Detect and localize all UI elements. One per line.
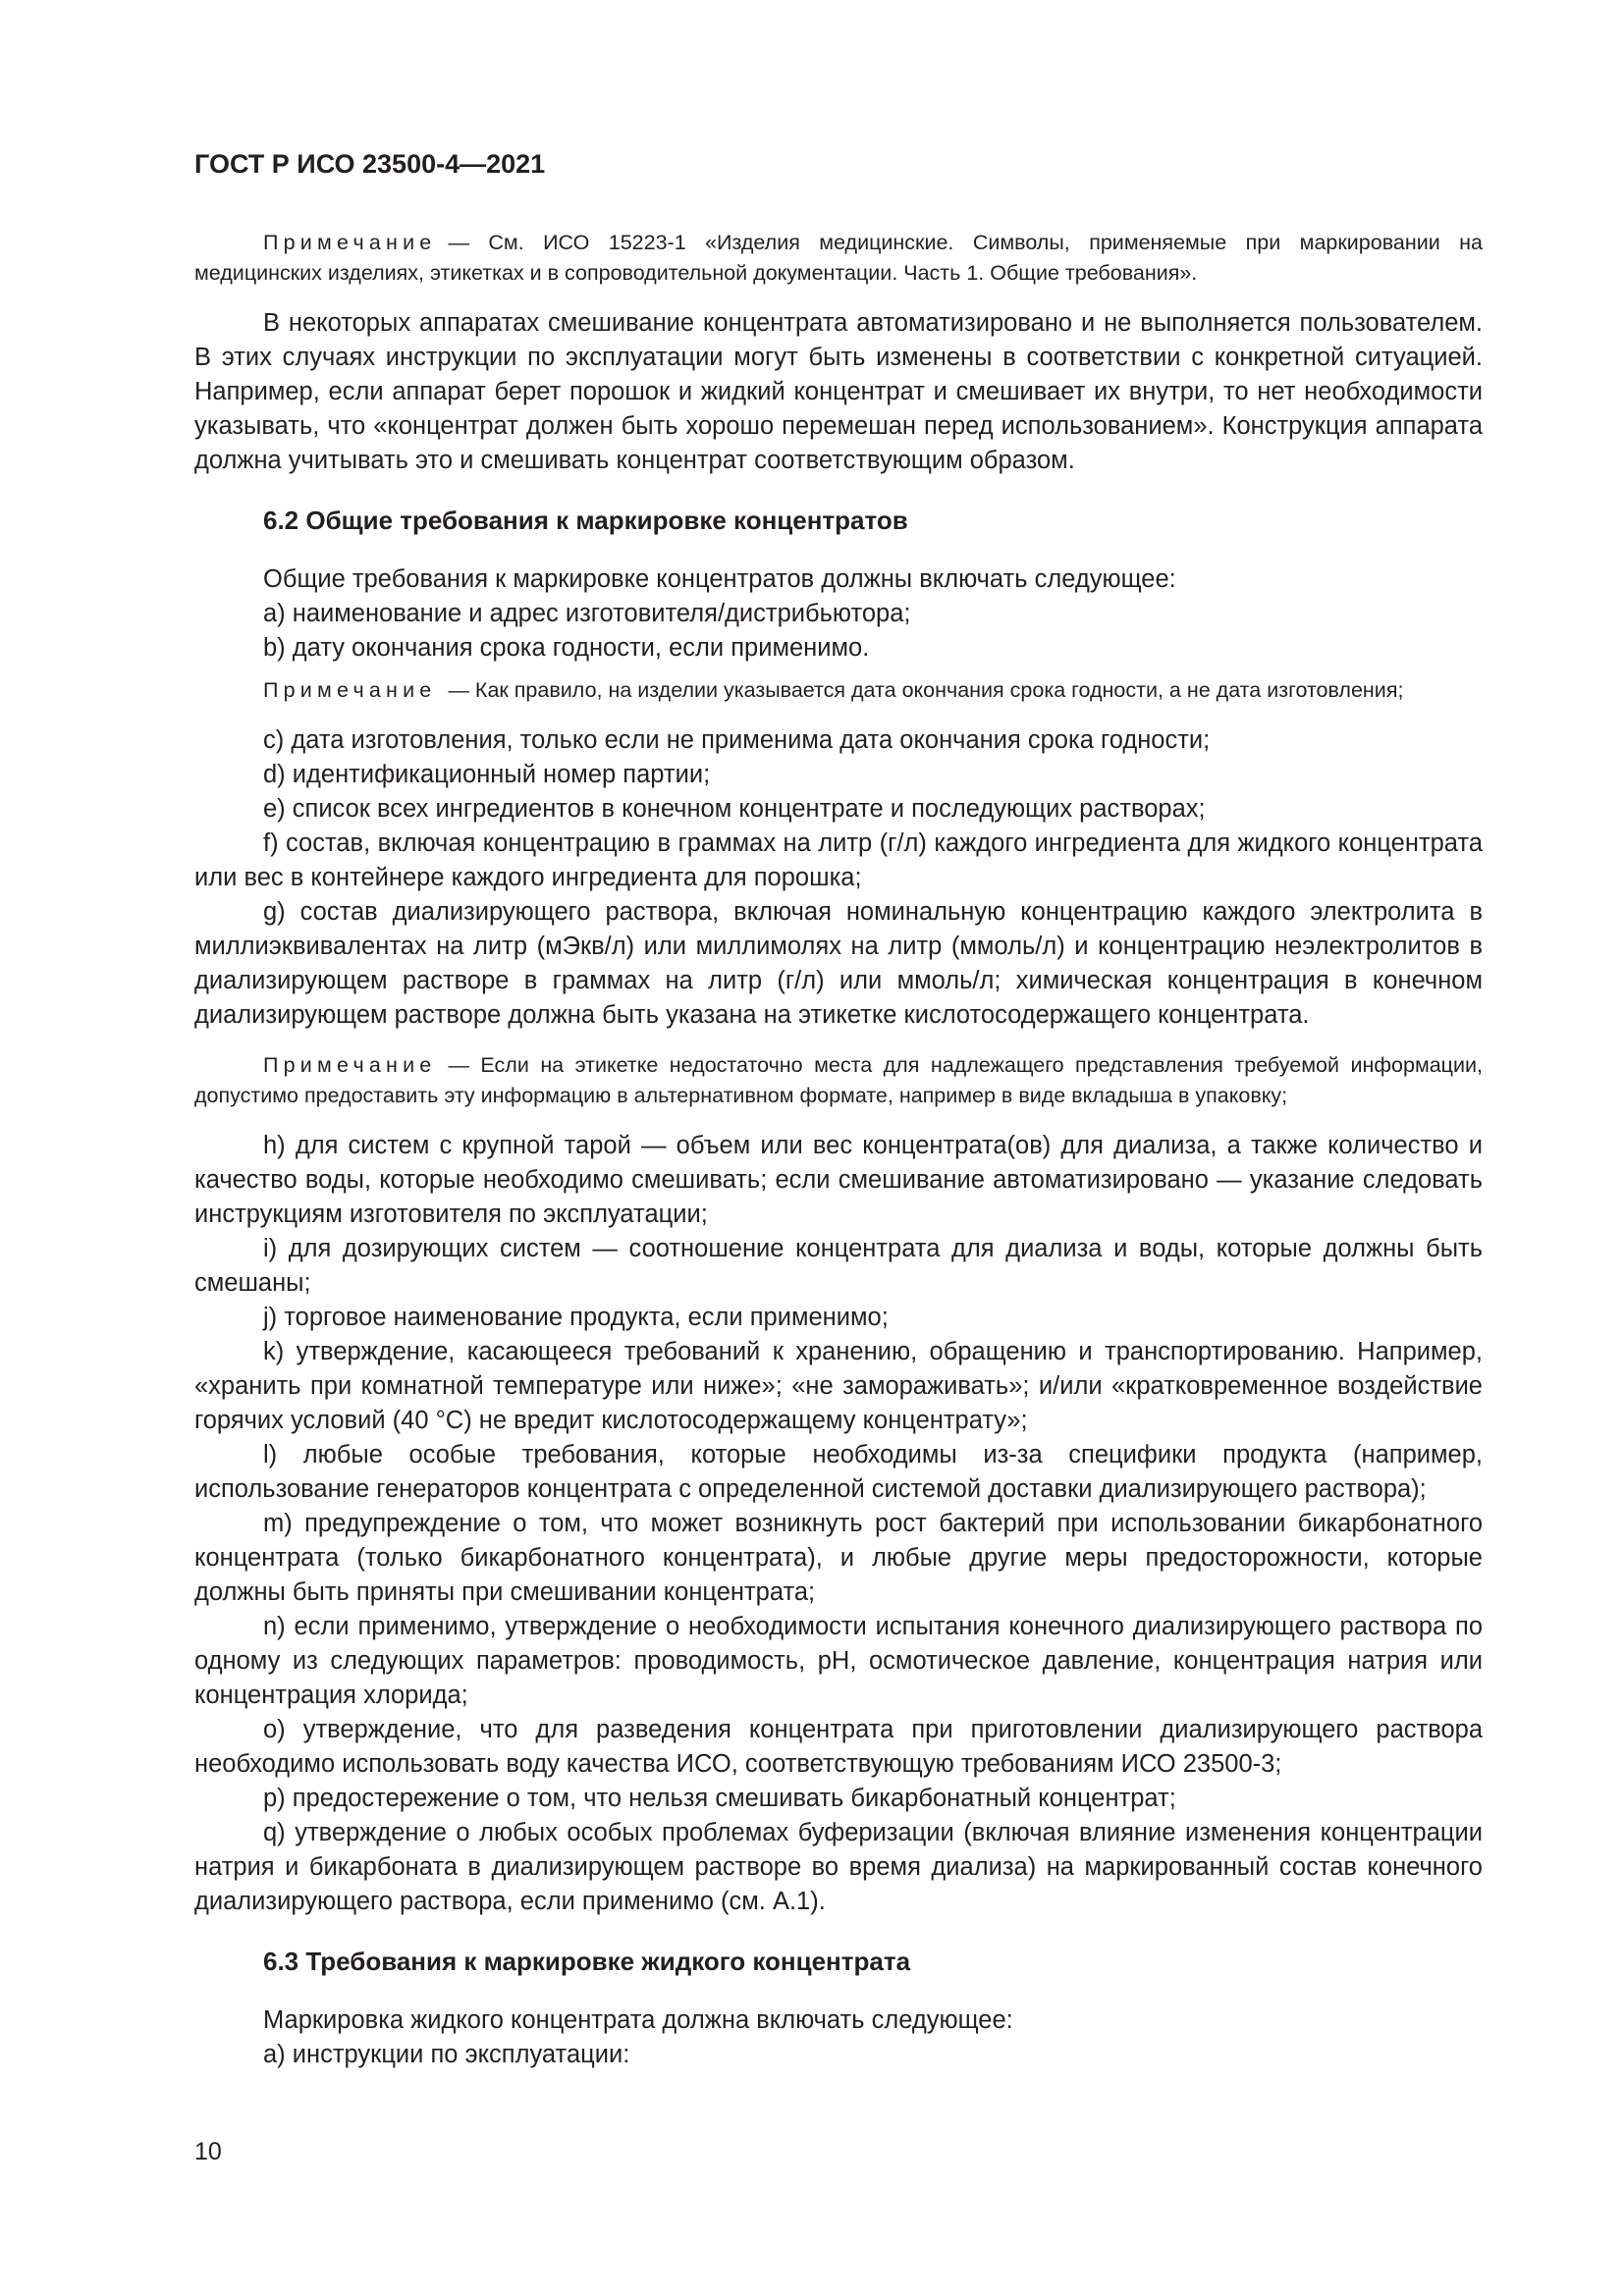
note-label: Примечание (263, 1053, 437, 1077)
list-item-c: c) дата изготовления, только если не применима дата окончания срока годности; (263, 726, 1211, 754)
list-item-n: n) если применимо, утверждение о необходимости испытания конечного диализирующего раствора по одному из следующих параметров: проводимость, pH, осмотическое давление, концентрация натрия или концентрация хлорида; (194, 1613, 1483, 1709)
list-item-e: e) список всех ингредиентов в конечном концентрате и последующих растворах; (263, 795, 1206, 823)
list-item-m: m) предупреждение о том, что может возникнуть рост бактерий при использовании бикарбонатного концентрата (только бикарбонатного концентрата), и любые другие меры предосторожности, которые должны быть приняты при смешивании концентрата; (194, 1510, 1483, 1606)
page-number: 10 (194, 2138, 222, 2165)
section-6-2-title: 6.2 Общие требования к маркировке концентратов (263, 506, 908, 535)
list-item-j: j) торговое наименование продукта, если применимо; (263, 1304, 889, 1331)
list-item-b: b) дату окончания срока годности, если применимо. (263, 634, 870, 662)
list-item-a: a) наименование и адрес изготовителя/дистрибьютора; (263, 600, 911, 627)
note-label-space (194, 1050, 1483, 1111)
note-expiry-date (194, 675, 1483, 706)
section-6-3-title: 6.3 Требования к маркировке жидкого концентрата (263, 1947, 911, 1976)
list-item-f: f) состав, включая концентрацию в граммах на литр (г/л) каждого ингредиента для жидкого концентрата или вес в контейнере каждого ингредиента для порошка; (194, 829, 1483, 891)
section-6-2-lead: Общие требования к маркировке концентратов должны включать следующее: (263, 565, 1176, 593)
list-item-g: g) состав диализирующего раствора, включая номинальную концентрацию каждого электролита в миллиэквивалентах на литр (мЭкв/л) или миллимолях на литр (ммоль/л) и концентрацию неэлектролитов в диализирующем растворе в граммах на литр (г/л) или ммоль/л; химическая концентрация в конечном диализирующем растворе должна быть указана на этикетке кислотосодержащего концентрата. (194, 898, 1483, 1029)
note-label: Примечание (263, 231, 437, 254)
list-item-d: d) идентификационный номер партии; (263, 761, 711, 788)
document-page (194, 147, 1483, 2072)
section-6-3-item-a: a) инструкции по эксплуатации: (263, 2041, 630, 2068)
list-item-k: k) утверждение, касающееся требований к хранению, обращению и транспортированию. Например, «хранить при комнатной температуре или ниже»; «не замораживать»; и/или «кратковременное воздействие горячих условий (40 °C) не вредит кислотосодержащему концентрату»; (194, 1338, 1483, 1434)
note-text: — См. ИСО 15223-1 «Изделия медицинские. Символы, применяемые при маркировании на медицинских изделиях, этикетках и в сопроводительной документации. Часть 1. Общие требования». (194, 231, 1483, 285)
list-item-h: h) для систем с крупной тарой — объем или вес концентрата(ов) для диализа, а также количество и качество воды, которые необходимо смешивать; если смешивание автоматизировано — указание следовать инструкциям изготовителя по эксплуатации; (194, 1132, 1483, 1228)
list-item-i: i) для дозирующих систем — соотношение концентрата для диализа и воды, которые должны быть смешаны; (194, 1235, 1483, 1297)
list-item-q: q) утверждение о любых особых проблемах буферизации (включая влияние изменения концентрации натрия и бикарбоната в диализирующем растворе во время диализа) на маркированный состав конечного диализирующего раствора, если применимо (см. А.1). (194, 1819, 1483, 1915)
list-item-p: p) предостережение о том, что нельзя смешивать бикарбонатный концентрат; (263, 1785, 1176, 1812)
note-iso-15223 (194, 228, 1483, 289)
list-item-o: o) утверждение, что для разведения концентрата при приготовлении диализирующего раствора необходимо использовать воду качества ИСО, соответствующую требованиям ИСО 23500-3; (194, 1716, 1483, 1778)
note-label: Примечание (263, 678, 437, 702)
note-text: — Как правило, на изделии указывается дата окончания срока годности, а не дата изготовления; (448, 678, 1404, 702)
section-6-3-lead: Маркировка жидкого концентрата должна включать следующее: (263, 2006, 1013, 2034)
list-item-l: l) любые особые требования, которые необходимы из-за специфики продукта (например, использование генераторов концентрата с определенной системой доставки диализирующего раствора); (194, 1441, 1483, 1503)
intro-paragraph: В некоторых аппаратах смешивание концентрата автоматизировано и не выполняется пользователем. В этих случаях инструкции по эксплуатации могут быть изменены в соответствии с конкретной ситуацией. Например, если аппарат берет порошок и жидкий концентрат и смешивает их внутри, то нет необходимости указывать, что «концентрат должен быть хорошо перемешан перед использованием». Конструкция аппарата должна учитывать это и смешивать концентрат соответствующим образом. (194, 309, 1483, 474)
document-header: ГОСТ Р ИСО 23500-4—2021 (194, 149, 546, 179)
note-text: — Если на этикетке недостаточно места для надлежащего представления требуемой информации, допустимо предоставить эту информацию в альтернативном формате, например в виде вкладыша в упаковку; (194, 1053, 1483, 1107)
